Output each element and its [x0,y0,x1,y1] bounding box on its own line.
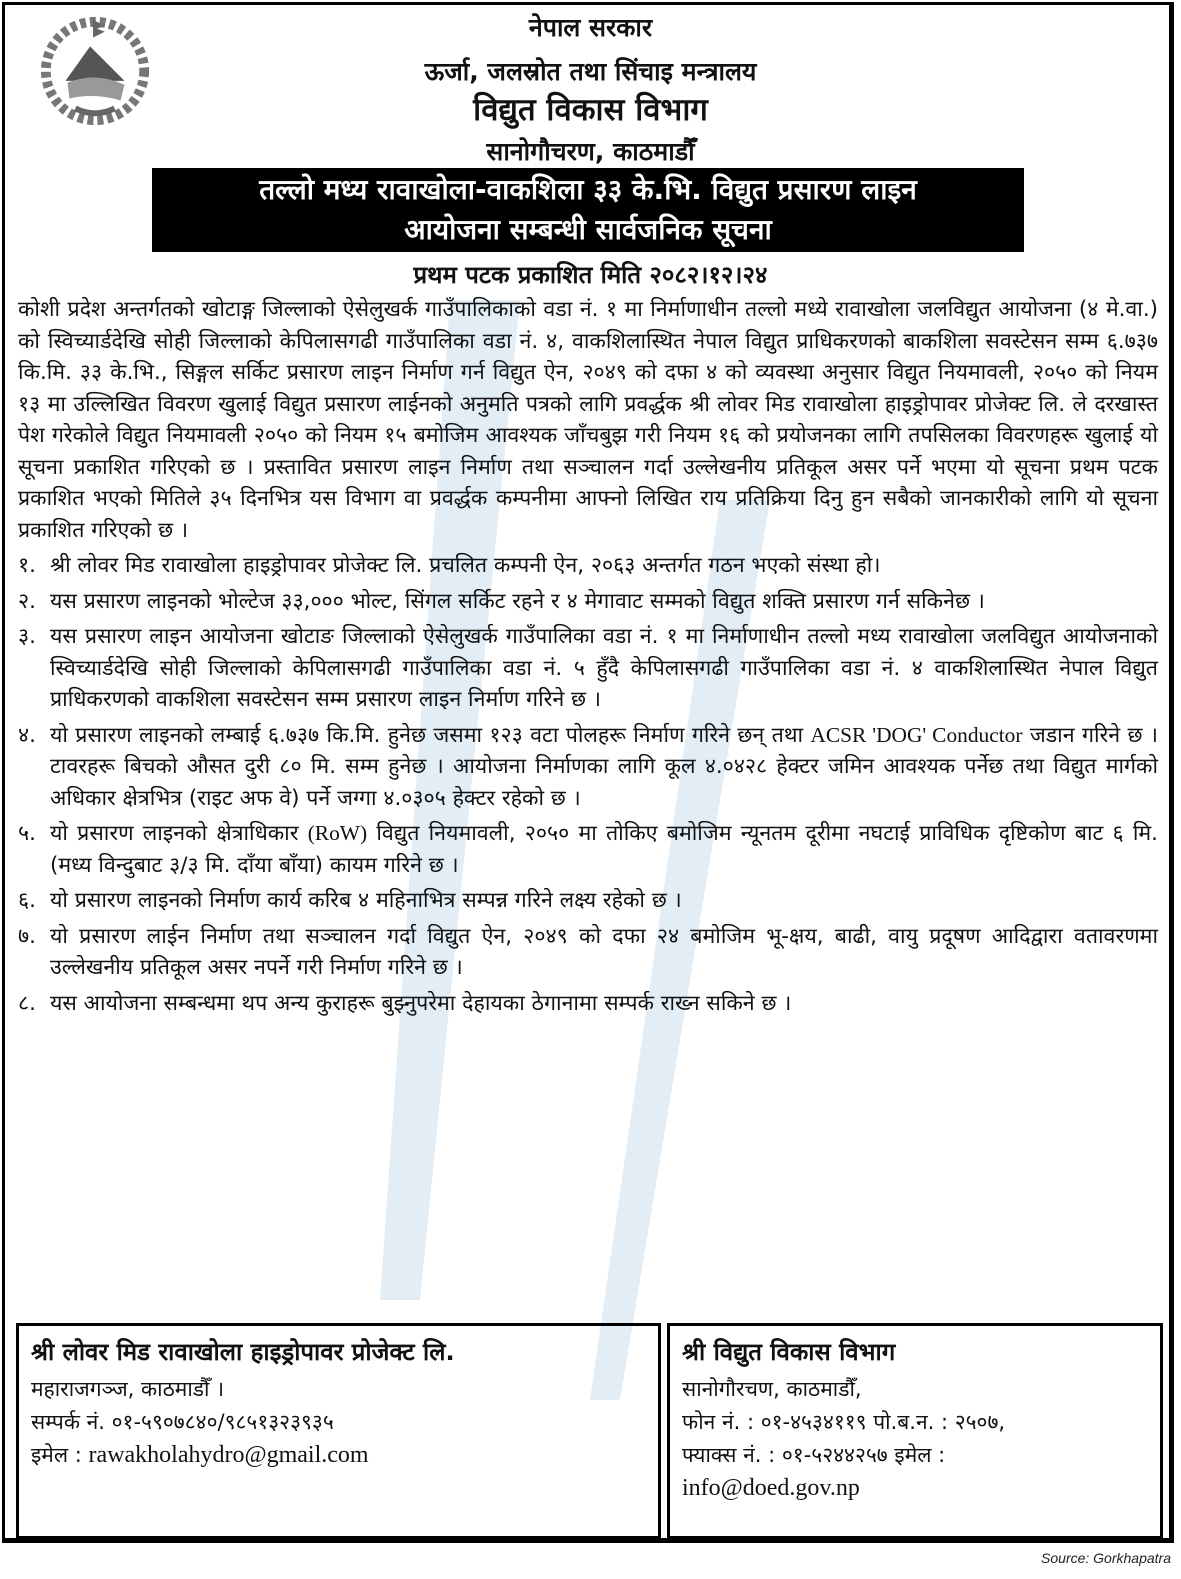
list-item [18,621,1158,716]
department-contact-address: सानोगौरचण, काठमाडौँ, [682,1377,862,1401]
government-title: नेपाल सरकार [528,13,653,42]
department-contact-name: श्री विद्युत विकास विभाग [682,1338,896,1366]
item-number: ८. [18,990,36,1016]
list-item [18,921,1158,984]
item-text-part: यो प्रसारण लाइनको लम्बाई ६.७३७ कि.मि. हुनेछ जसमा १२३ वटा पोलहरू निर्माण गरिने छन् तथा [50,722,804,748]
publication-date: प्रथम पटक प्रकाशित मिति २०८२।१२।२४ [413,261,768,289]
department-contact-card [667,1323,1163,1539]
item-text: श्री लोवर मिड रावाखोला हाइड्रोपावर प्रोजेक्ट लि. प्रचलित कम्पनी ऐन, २०६३ अन्तर्गत गठन भएको संस्था हो। [50,553,881,578]
list-item [18,550,1158,582]
item-text-part: विद्युत नियमावली, २०५० मा तोकिए बमोजिम न्यूनतम दूरीमा नघटाई प्राविधिक दृष्टिकोण बाट ६ मि. (मध्य विन्दुबाट ३/३ मि. दाँया बाँया) कायम गरिने छ । [50,821,1158,878]
item-text: यस आयोजना सम्बन्धमा थप अन्य कुराहरू बुझ्नुपरेमा देहायका ठेगानामा सम्पर्क राख्न सकिने छ । [50,990,792,1016]
item-text: यस प्रसारण लाइनको भोल्टेज ३३,००० भोल्ट, सिंगल सर्किट रहने र ४ मेगावाट सम्मको विद्युत शक्ति प्रसारण गर्न सकिनेछ । [50,588,985,614]
item-number: ६. [18,888,36,913]
notice-title-banner [152,168,1024,252]
item-number: ४. [18,722,36,748]
item-text [50,720,1158,815]
list-item [18,885,1158,917]
list-item [18,586,1158,618]
department-location: सानोगौचरण, काठमाडौँ [486,137,695,166]
item-number: ५. [18,821,36,846]
developer-name: श्री लोवर मिड रावाखोला हाइड्रोपावर प्रोजेक्ट लि. [31,1338,455,1366]
list-item [18,988,1158,1020]
item-text [50,818,1158,881]
ministry-title: ऊर्जा, जलस्रोत तथा सिंचाइ मन्त्रालय [424,57,757,86]
developer-email-row [31,1439,646,1472]
contact-section [16,1323,1163,1539]
department-title: विद्युत विकास विभाग [473,92,708,128]
conductor-type: ACSR 'DOG' Conductor [810,722,1023,747]
intro-paragraph: कोशी प्रदेश अन्तर्गतको खोटाङ्ग जिल्लाको ऐसेलुखर्क गाउँपालिकाको वडा नं. १ मा निर्माणाधीन तल्लो मध्ये रावाखोला जलविद्युत आयोजना (४ मे.वा.) को स्विच्यार्डदेखि सोही जिल्लाको केपिलासगढी गाउँपालिका वडा नं. ४, वाकशिलास्थित नेपाल विद्युत प्राधिकरणको बाकशिला सवस्टेसन सम्म ६.७३७ कि.मि. ३३ के.भि., सिङ्गल सर्किट प्रसारण लाइन निर्माण गर्न विद्युत ऐन, २०४९ को दफा ४ को व्यवस्था अनुसार विद्युत नियमावली, २०५० को नियम १३ मा उल्लिखित विवरण खुलाई विद्युत प्रसारण लाईनको अनुमति पत्रको लागि प्रवर्द्धक श्री लोवर मिड रावाखोला हाइड्रोपावर प्रोजेक्ट लि. ले दरखास्त पेश गरेकोले विद्युत नियमावली २०५० को नियम १५ बमोजिम आवश्यक जाँचबुझ गरी नियम १६ को प्रयोजनका लागि तपसिलका विवरणहरू खुलाई यो सूचना प्रकाशित गरिएको छ । प्रस्तावित प्रसारण लाइन निर्माण तथा सञ्चालन गर्दा उल्लेखनीय प्रतिकूल असर पर्ने भएमा यो सूचना प्रथम पटक प्रकाशित भएको मितिले ३५ दिनभित्र यस विभाग वा प्रवर्द्धक कम्पनीमा आफ्नो लिखित राय प्रतिक्रिया दिनु हुन सबैको जानकारीको लागि यो सूचना प्रकाशित गरिएको छ । [18,297,1158,543]
developer-email-link[interactable]: rawakholahydro@gmail.com [88,1442,369,1468]
developer-phone: सम्पर्क नं. ०१-५९०७८४०/९८५१३२३९३५ [31,1410,334,1434]
detail-list [18,550,1158,1019]
item-text: यो प्रसारण लाइनको निर्माण कार्य करिब ४ महिनाभित्र सम्पन्न गरिने लक्ष्य रहेको छ । [50,888,682,913]
notice-title-line2: आयोजना सम्बन्धी सार्वजनिक सूचना [404,213,772,246]
item-text: यस प्रसारण लाइन आयोजना खोटाङ जिल्लाको ऐसेलुखर्क गाउँपालिका वडा नं. १ मा निर्माणाधीन तल्लो मध्य रावाखोला जलविद्युत आयोजनाको स्विच्यार्डदेखि सोही जिल्लाको केपिलासगढी गाउँपालिका वडा नं. ५ हुँदै केपिलासगढी गाउँपालिका वडा नं. ४ वाकशिलास्थित नेपाल विद्युत प्राधिकरणको वाकशिला सवस्टेसन सम्म प्रसारण लाइन निर्माण गरिने छ । [50,624,1158,712]
row-abbreviation: (RoW) [307,821,368,845]
item-number: ३. [18,624,36,649]
item-text: यो प्रसारण लाईन निर्माण तथा सञ्चालन गर्दा विद्युत ऐन, २०४९ को दफा २४ बमोजिम भू-क्षय, बाढी, वायु प्रदूषण आदिद्वारा वतावरणमा उल्लेखनीय प्रतिकूल असर नपर्ने गरी निर्माण गरिने छ । [50,923,1158,980]
email-label: इमेल : [31,1443,82,1467]
item-number: १. [18,553,36,578]
item-number: २. [18,588,36,614]
list-item [18,818,1158,881]
item-text-part: यो प्रसारण लाइनको क्षेत्राधिकार [50,821,299,846]
item-number: ७. [18,923,36,949]
notice-title-line1: तल्लो मध्य रावाखोला-वाकशिला ३३ के.भि. विद्युत प्रसारण लाइन [259,173,917,206]
source-credit: Source: Gorkhapatra [1041,1550,1171,1566]
department-fax: फ्याक्स नं. : ०१-५२४४२५७ इमेल : [682,1443,946,1467]
list-item [18,720,1158,815]
developer-contact-card [16,1323,661,1539]
notice-body [18,294,1158,1019]
item-text-part: जडान गरिने छ । टावरहरू बिचको औसत दुरी ८० मि. सम्म हुनेछ । आयोजना निर्माणका लागि कूल ४.०४२८ हेक्टर जमिन आवश्यक पर्नेछ तथा विद्युत मार्गको अधिकार क्षेत्रभित्र (राइट अफ वे) पर्ने जग्गा ४.०३०५ हेक्टर रहेको छ । [50,722,1158,811]
department-email-link[interactable]: info@doed.gov.np [682,1475,860,1501]
department-phone: फोन नं. : ०१-४५३४११९ पो.ब.न. : २५०७, [682,1410,1006,1434]
developer-address: महाराजगञ्ज, काठमाडौँ । [31,1377,225,1401]
